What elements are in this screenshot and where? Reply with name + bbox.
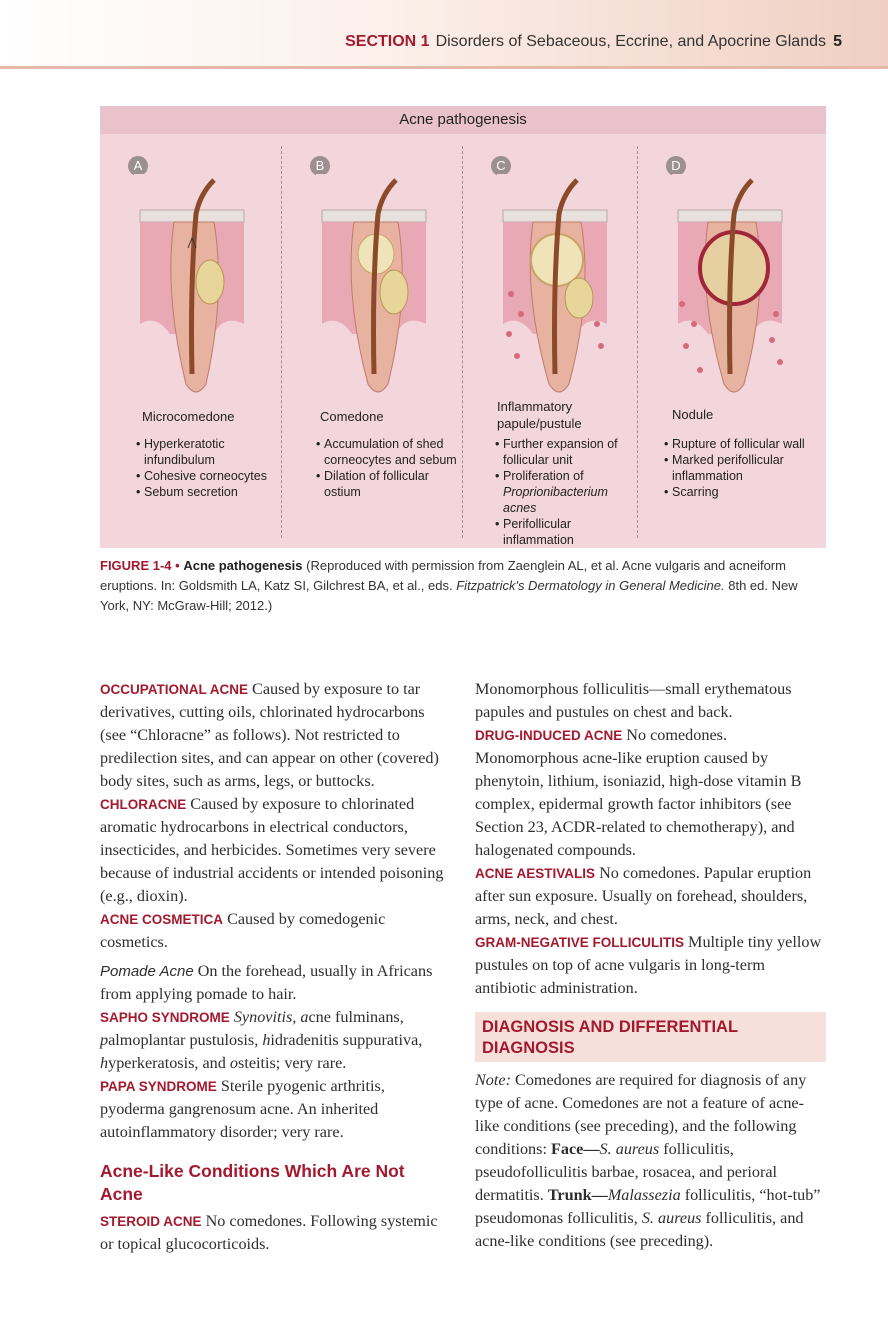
- entry-acne-cosmetica: [100, 908, 450, 954]
- bullet-item: • Dilation of follicular ostium: [316, 468, 466, 500]
- bullet-item: • Further expansion of follicular unit: [495, 436, 635, 468]
- entry-text: Multiple tiny yellow pustules on top of acne vulgaris in long-term antibiotic administration.: [475, 933, 822, 997]
- entry-monomorphous: Monomorphous folliculitis—small erythematous papules and pustules on chest and back.: [475, 680, 792, 721]
- entry-text: On the forehead, usually in Africans from applying pomade to hair.: [100, 962, 433, 1003]
- bullet-item: • Cohesive corneocytes: [136, 468, 286, 484]
- term: OCCUPATIONAL ACNE: [100, 682, 248, 697]
- panel-badge: A: [128, 156, 148, 176]
- bullet-item: [495, 468, 635, 516]
- entry-text: idradenitis suppurativa,: [270, 1031, 423, 1049]
- bullet-list: [495, 436, 635, 548]
- page-number: 5: [833, 33, 842, 50]
- bullet-item: • Scarring: [664, 484, 814, 500]
- panel-b: [282, 144, 462, 542]
- entry-text: No comedones. Papular eruption after sun exposure. Usually on forehead, shoulders, arms, neck, and chest.: [475, 864, 812, 928]
- bullet-list: [136, 436, 286, 500]
- species-name: S. aureus: [599, 1140, 660, 1158]
- sapho-o: o: [229, 1054, 239, 1072]
- entry-text: almoplantar pustulosis,: [108, 1031, 259, 1049]
- diagnosis-text: [475, 1069, 827, 1253]
- prolif-prefix: Proliferation of: [503, 469, 584, 483]
- species-name: Proprionibacterium acnes: [503, 485, 608, 515]
- figure-acne-pathogenesis: [100, 106, 826, 548]
- stage-label: [497, 398, 582, 432]
- entry-text: Caused by exposure to chlorinated aromatic hydrocarbons in electrical conductors, insecticides, and herbicides. Sometimes very severe because of industrial accidents or intended poisoning (e.g., dioxin).: [100, 795, 444, 905]
- caption-title: Acne pathogenesis: [183, 558, 303, 573]
- entry-text: folliculitis, and acne-like conditions (see preceding).: [475, 1209, 804, 1250]
- diagnosis-section-heading: DIAGNOSIS AND DIFFERENTIAL DIAGNOSIS: [475, 1012, 826, 1062]
- sapho-h: h: [262, 1031, 271, 1049]
- trunk-label: Trunk—: [547, 1186, 608, 1204]
- term-italic: Pomade Acne: [100, 963, 194, 980]
- entry-pomade-acne: [100, 960, 450, 1006]
- term: DRUG-INDUCED ACNE: [475, 728, 623, 743]
- note-label: Note:: [475, 1071, 511, 1089]
- stage-label: Nodule: [672, 407, 714, 422]
- sapho-a: a: [300, 1008, 309, 1026]
- entry-sapho-syndrome: [100, 1006, 450, 1075]
- header-rule: [0, 66, 888, 69]
- entry-steroid-acne: [100, 1210, 450, 1256]
- term: SAPHO SYNDROME: [100, 1010, 230, 1025]
- comedone-illustration: [316, 174, 434, 400]
- stage-label-line: Inflammatory: [497, 399, 573, 414]
- entry-text: Caused by comedogenic cosmetics.: [100, 910, 386, 951]
- section-title: Disorders of Sebaceous, Eccrine, and Apocrine Glands: [435, 33, 826, 50]
- entry-acne-aestivalis: [475, 862, 827, 931]
- stage-label: Comedone: [320, 409, 384, 424]
- entry-drug-induced-acne: [475, 724, 827, 862]
- bullet-item: • Rupture of follicular wall: [664, 436, 814, 452]
- entry-text: No comedones. Monomorphous acne-like eruption caused by phenytoin, lithium, isoniazid, high-dose vitamin B complex, epidermal growth factor inhibitors (see Section 23, ACDR-related to chemotherapy), and halogenated compounds.: [475, 726, 802, 859]
- term: GRAM-NEGATIVE FOLLICULITIS: [475, 935, 684, 950]
- term: ACNE COSMETICA: [100, 912, 224, 927]
- figure-label: FIGURE 1-4: [100, 558, 172, 573]
- panel-badge: D: [666, 156, 686, 176]
- section-label: SECTION 1: [345, 33, 430, 50]
- term: STEROID ACNE: [100, 1214, 202, 1229]
- bullet-item: • Sebum secretion: [136, 484, 286, 500]
- right-column: [475, 678, 827, 1000]
- running-head: [345, 33, 826, 51]
- entry-text: Sterile pyogenic arthritis, pyoderma gangrenosum acne. An inherited autoinflammatory disorder; very rare.: [100, 1077, 385, 1141]
- microcomedone-illustration: [134, 174, 252, 400]
- left-column: [100, 678, 450, 1256]
- caption-text: (Reproduced with permission from Zaenglein AL, et al. Acne vulgaris and acneiform eruptions. In: Goldsmith LA, Katz SI, Gilchrest BA, et al., eds.: [100, 558, 786, 593]
- species-name: S. aureus: [641, 1209, 702, 1227]
- entry-papa-syndrome: [100, 1075, 450, 1144]
- term: PAPA SYNDROME: [100, 1079, 217, 1094]
- bullet-item: • Perifollicular inflammation: [495, 516, 635, 548]
- inflammatory-papule-illustration: [497, 174, 615, 400]
- bullet-item: • Marked perifollicular inflammation: [664, 452, 814, 484]
- entry-text: steitis; very rare.: [238, 1054, 347, 1072]
- nodule-illustration: [672, 174, 790, 400]
- term: CHLORACNE: [100, 797, 187, 812]
- figure-title: Acne pathogenesis: [100, 106, 826, 134]
- entry-chloracne: [100, 793, 450, 908]
- sapho-p: p: [100, 1031, 109, 1049]
- panel-badge: B: [310, 156, 330, 176]
- entry-text: cne fulminans,: [308, 1008, 404, 1026]
- panel-a: [100, 144, 281, 542]
- stage-label-line: papule/pustule: [497, 416, 582, 431]
- diagnosis-paragraph: [475, 1069, 827, 1253]
- entry-gram-negative: [475, 931, 827, 1000]
- bullet-list: [664, 436, 814, 500]
- face-label: Face—: [551, 1140, 600, 1158]
- species-name: Malassezia: [607, 1186, 681, 1204]
- entry-text: No comedones. Following systemic or topical glucocorticoids.: [100, 1212, 438, 1253]
- entry-text: yperkeratosis, and: [108, 1054, 226, 1072]
- caption-separator: •: [175, 558, 180, 573]
- sapho-s: Synovitis,: [233, 1008, 297, 1026]
- sapho-h2: h: [100, 1054, 109, 1072]
- entry-text: Caused by exposure to tar derivatives, cutting oils, chlorinated hydrocarbons (see “Chloracne” as follows). Not restricted to predilection sites, and can appear on other (covered) body sites, such as arms, legs, or buttocks.: [100, 680, 439, 790]
- subsection-heading: Acne-Like Conditions Which Are Not Acne: [100, 1161, 405, 1204]
- caption-text: 8th ed. New York, NY: McGraw-Hill; 2012.): [100, 578, 798, 613]
- caption-book: Fitzpatrick's Dermatology in General Medicine.: [456, 578, 725, 593]
- panel-d: [638, 144, 826, 542]
- term: ACNE AESTIVALIS: [475, 866, 596, 881]
- stage-label: Microcomedone: [142, 409, 235, 424]
- entry-occupational-acne: [100, 678, 450, 793]
- bullet-list: [316, 436, 466, 500]
- entry-text: folliculitis, “hot-tub” pseudomonas folliculitis,: [475, 1186, 821, 1227]
- panel-c: [463, 144, 637, 547]
- entry-text: Comedones are required for diagnosis of any type of acne. Comedones are not a feature of acne-like conditions (see preceding), and the following conditions:: [475, 1071, 807, 1158]
- entry-text: folliculitis, pseudofolliculitis barbae, rosacea, and perioral dermatitis.: [475, 1140, 778, 1204]
- figure-caption: [100, 556, 826, 616]
- panel-badge: C: [491, 156, 511, 176]
- bullet-item: • Accumulation of shed corneocytes and sebum: [316, 436, 466, 468]
- bullet-item: • Hyperkeratotic infundibulum: [136, 436, 286, 468]
